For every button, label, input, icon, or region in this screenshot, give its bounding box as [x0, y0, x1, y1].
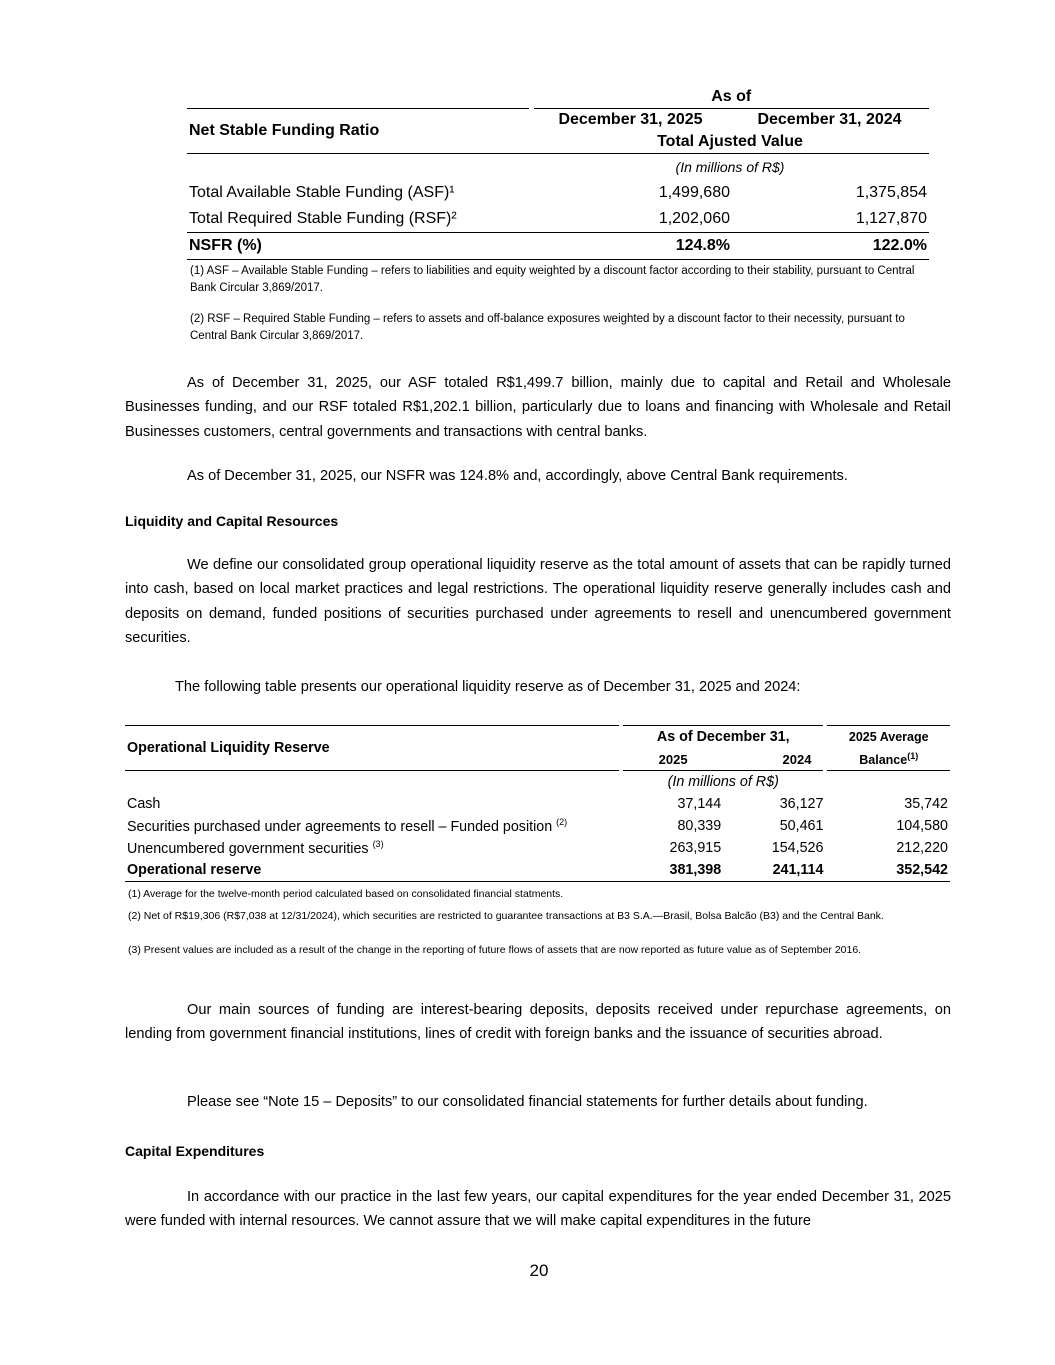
liquidity-reserve-table [125, 725, 950, 882]
paragraph: Our main sources of funding are interest-bearing deposits, deposits received under repurchase agreements, on lending from government financial institutions, lines of credit with foreign banks and the issuance of securities abroad. [125, 1002, 951, 1043]
paragraph: As of December 31, 2025, our NSFR was 124.8% and, accordingly, above Central Bank requirements. [187, 468, 848, 484]
row-label: NSFR (%) [189, 237, 262, 254]
value-2025: 1,499,680 [658, 184, 730, 201]
col-header-2024: 2024 [723, 748, 825, 771]
row-label: Securities purchased under agreements to resell – Funded position [127, 818, 557, 835]
value-2025: 1,202,060 [658, 210, 730, 227]
footnote: (3) Present values are included as a result of the change in the reporting of future flows of assets that are now reported as future value as of September 2016. [128, 944, 862, 956]
row-label: Cash [127, 796, 161, 812]
table-row [187, 180, 929, 206]
value-2024: 1,127,870 [855, 210, 927, 227]
section-heading: Capital Expenditures [125, 1143, 265, 1159]
value-2024: 1,375,854 [855, 184, 927, 201]
avg-header-balance [825, 748, 950, 771]
value-2025: 263,915 [669, 840, 722, 856]
value-2024: 154,526 [771, 840, 824, 856]
page-number: 20 [529, 1261, 549, 1280]
value-2024: 241,114 [772, 862, 824, 878]
total-row [187, 233, 929, 260]
value-avg: 352,542 [896, 862, 948, 878]
paragraph: As of December 31, 2025, our ASF totaled R$1,499.7 billion, mainly due to capital and Retail and Wholesale Businesses funding, and our RSF totaled R$1,202.1 billion, particularly due to loans and financing with Wholesale and Retail Businesses customers, central governments and transactions with central banks. [125, 375, 951, 440]
paragraph: We define our consolidated group operational liquidity reserve as the total amount of assets that can be rapidly turned into cash, based on local market practices and legal restrictions. The operational liquidity reserve generally includes cash and deposits on demand, funded positions of securities purchased under agreements to resell and unencumbered government securities. [125, 557, 951, 646]
footnote: (2) RSF – Required Stable Funding – refers to assets and off-balance exposures weighted by a discount factor to their necessity, pursuant to Central Bank Circular 3,869/2017. [190, 313, 905, 342]
value-2024: 50,461 [779, 818, 824, 834]
units: (In millions of R$) [675, 159, 785, 175]
value-2024: 122.0% [872, 237, 927, 254]
as-of-header: As of December 31, [621, 726, 825, 749]
footnote: (1) Average for the twelve-month period calculated based on consolidated financial statments. [128, 888, 564, 900]
row-label: Unencumbered government securities [127, 840, 373, 857]
footnote-ref: (1) [907, 750, 919, 761]
table-title: Operational Liquidity Reserve [125, 726, 621, 771]
value-avg: 212,220 [896, 840, 948, 856]
value-2024: 36,127 [779, 796, 824, 812]
col-header-2024: December 31, 2024 [757, 111, 902, 128]
value-2025: 80,339 [677, 818, 722, 834]
table-row [187, 206, 929, 233]
table-row [125, 793, 950, 815]
value-avg: 35,742 [904, 796, 948, 812]
value-2025: 381,398 [669, 862, 722, 878]
footnote-ref: (3) [372, 839, 384, 850]
footnote-ref: (2) [556, 817, 568, 828]
value-avg: 104,580 [896, 818, 948, 834]
balance-label: Balance [859, 753, 908, 768]
subheader: Total Ajusted Value [531, 131, 929, 154]
col-header-2025: 2025 [621, 748, 723, 771]
paragraph: The following table presents our operational liquidity reserve as of December 31, 2025 and 2024: [175, 679, 801, 695]
nsfr-table [187, 86, 929, 260]
table-row [125, 837, 950, 859]
col-header-2025: December 31, 2025 [558, 111, 703, 128]
paragraph: In accordance with our practice in the last few years, our capital expenditures for the year ended December 31, 2025 were funded with internal resources. We cannot assure that we will make capital expenditures in the future [125, 1189, 951, 1230]
row-label: Operational reserve [127, 862, 262, 878]
paragraph: Please see “Note 15 – Deposits” to our consolidated financial statements for further details about funding. [187, 1094, 868, 1110]
as-of-header: As of [531, 86, 929, 109]
value-2025: 37,144 [677, 796, 722, 812]
avg-header: 2025 Average [825, 726, 950, 749]
footnote: (2) Net of R$19,306 (R$7,038 at 12/31/2024), which securities are restricted to guarantee transactions at B3 S.A.—Brasil, Bolsa Balcão (B3) and the Central Bank. [128, 910, 884, 922]
row-label: Total Available Stable Funding (ASF)¹ [189, 184, 455, 201]
row-label: Total Required Stable Funding (RSF)² [189, 210, 457, 227]
section-heading: Liquidity and Capital Resources [125, 513, 339, 529]
footnote: (1) ASF – Available Stable Funding – refers to liabilities and equity weighted by a discount factor according to their stability, pursuant to Central Bank Circular 3,869/2017. [190, 265, 915, 294]
table-title: Net Stable Funding Ratio [187, 109, 531, 154]
total-row [125, 859, 950, 882]
value-2025: 124.8% [675, 237, 730, 254]
units: (In millions of R$) [667, 774, 779, 790]
table-row [125, 815, 950, 837]
